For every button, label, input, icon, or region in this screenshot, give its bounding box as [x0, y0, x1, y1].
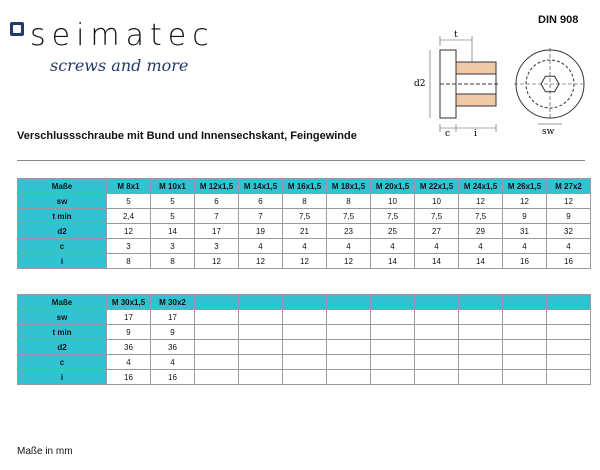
- table-row: [18, 340, 591, 355]
- row-label: c: [18, 355, 107, 370]
- table-cell: 14: [371, 254, 415, 269]
- row-label: sw: [18, 310, 107, 325]
- dim-label-sw: sw: [542, 127, 555, 137]
- column-header: [283, 295, 327, 310]
- column-header: M 27x2: [547, 179, 591, 194]
- table-cell: 5: [151, 194, 195, 209]
- table-cell: [459, 310, 503, 325]
- table-cell: 14: [415, 254, 459, 269]
- table-cell: [503, 325, 547, 340]
- table-cell: 8: [107, 254, 151, 269]
- table-cell: 19: [239, 224, 283, 239]
- table-cell: 9: [547, 209, 591, 224]
- table-cell: 4: [327, 239, 371, 254]
- column-header: [503, 295, 547, 310]
- table-cell: 23: [327, 224, 371, 239]
- table-cell: 3: [151, 239, 195, 254]
- header-label: Maße: [18, 179, 107, 194]
- row-label: t min: [18, 209, 107, 224]
- dim-label-c: c: [445, 129, 451, 138]
- table-cell: 4: [371, 239, 415, 254]
- column-header: M 8x1: [107, 179, 151, 194]
- table-cell: 4: [503, 239, 547, 254]
- table-cell: 17: [195, 224, 239, 239]
- table-cell: [415, 355, 459, 370]
- table-cell: [327, 355, 371, 370]
- column-header: M 24x1,5: [459, 179, 503, 194]
- column-header: M 26x1,5: [503, 179, 547, 194]
- table-row: [18, 239, 591, 254]
- table-cell: 29: [459, 224, 503, 239]
- table-cell: [547, 340, 591, 355]
- table-cell: 4: [151, 355, 195, 370]
- table-cell: 5: [151, 209, 195, 224]
- table-cell: 16: [107, 370, 151, 385]
- row-label: d2: [18, 340, 107, 355]
- table-cell: [195, 355, 239, 370]
- table-cell: [371, 310, 415, 325]
- table-cell: [283, 370, 327, 385]
- table-cell: [503, 340, 547, 355]
- row-label: d2: [18, 224, 107, 239]
- table-cell: 7,5: [459, 209, 503, 224]
- table-header-row: [18, 179, 591, 194]
- table-cell: 7,5: [371, 209, 415, 224]
- table-cell: 25: [371, 224, 415, 239]
- table-row: [18, 224, 591, 239]
- table-cell: [327, 325, 371, 340]
- table-cell: [283, 355, 327, 370]
- column-header: M 30x1,5: [107, 295, 151, 310]
- divider: [17, 160, 585, 161]
- table-cell: 3: [195, 239, 239, 254]
- table-cell: [239, 370, 283, 385]
- table-row: [18, 325, 591, 340]
- table-cell: [283, 325, 327, 340]
- table-cell: 9: [151, 325, 195, 340]
- table-cell: [503, 310, 547, 325]
- table-cell: 2,4: [107, 209, 151, 224]
- row-label: sw: [18, 194, 107, 209]
- column-header: M 16x1,5: [283, 179, 327, 194]
- table-cell: 9: [503, 209, 547, 224]
- table-cell: [195, 370, 239, 385]
- table-cell: [415, 310, 459, 325]
- column-header: [371, 295, 415, 310]
- brand-logo: [10, 14, 215, 75]
- column-header: [547, 295, 591, 310]
- table-cell: 27: [415, 224, 459, 239]
- column-header: M 10x1: [151, 179, 195, 194]
- table-cell: 4: [459, 239, 503, 254]
- table-cell: [503, 370, 547, 385]
- table-cell: 12: [107, 224, 151, 239]
- table-cell: 12: [239, 254, 283, 269]
- table-cell: 3: [107, 239, 151, 254]
- table-cell: 36: [107, 340, 151, 355]
- table-cell: [239, 340, 283, 355]
- units-note: Maße in mm: [17, 446, 73, 457]
- row-label: c: [18, 239, 107, 254]
- table-row: [18, 370, 591, 385]
- column-header: [415, 295, 459, 310]
- table-cell: 16: [151, 370, 195, 385]
- table-row: [18, 209, 591, 224]
- screw-technical-drawing: [410, 28, 600, 138]
- table-row: [18, 310, 591, 325]
- column-header: M 18x1,5: [327, 179, 371, 194]
- table-cell: 16: [547, 254, 591, 269]
- column-header: M 14x1,5: [239, 179, 283, 194]
- table-cell: 6: [239, 194, 283, 209]
- table-cell: 12: [547, 194, 591, 209]
- table-cell: 16: [503, 254, 547, 269]
- table-cell: [547, 355, 591, 370]
- table-cell: 10: [371, 194, 415, 209]
- table-cell: 12: [327, 254, 371, 269]
- table-cell: [459, 340, 503, 355]
- table-cell: [503, 355, 547, 370]
- table-cell: 4: [107, 355, 151, 370]
- table-cell: 12: [283, 254, 327, 269]
- row-label: i: [18, 370, 107, 385]
- table-cell: 21: [283, 224, 327, 239]
- table-cell: [371, 340, 415, 355]
- brand-name: seimatec: [30, 18, 215, 53]
- dimensions-table-2: [17, 294, 591, 385]
- table-cell: [239, 355, 283, 370]
- dim-label-i: i: [474, 129, 477, 138]
- table-cell: [283, 310, 327, 325]
- table-cell: [415, 340, 459, 355]
- dim-label-d2: d2: [414, 79, 426, 89]
- table-cell: 9: [107, 325, 151, 340]
- column-header: M 30x2: [151, 295, 195, 310]
- column-header: [327, 295, 371, 310]
- product-subtitle: Verschlussschraube mit Bund und Innensechskant, Feingewinde: [17, 130, 357, 142]
- column-header: [459, 295, 503, 310]
- table-cell: 32: [547, 224, 591, 239]
- table-cell: 10: [415, 194, 459, 209]
- table-cell: [371, 325, 415, 340]
- table-cell: 8: [151, 254, 195, 269]
- table-cell: 17: [151, 310, 195, 325]
- screw-front-view: [514, 48, 586, 124]
- table-cell: [371, 355, 415, 370]
- table-cell: 4: [283, 239, 327, 254]
- table-cell: 8: [327, 194, 371, 209]
- table-cell: [195, 325, 239, 340]
- standard-label: DIN 908: [538, 14, 579, 26]
- table-cell: [459, 355, 503, 370]
- table-cell: 31: [503, 224, 547, 239]
- table-cell: 8: [283, 194, 327, 209]
- table-cell: [195, 340, 239, 355]
- table-cell: [459, 370, 503, 385]
- table-cell: 4: [239, 239, 283, 254]
- table-cell: 6: [195, 194, 239, 209]
- column-header: [239, 295, 283, 310]
- table-cell: [415, 325, 459, 340]
- table-cell: [195, 310, 239, 325]
- table-cell: 36: [151, 340, 195, 355]
- table-cell: 14: [459, 254, 503, 269]
- table-cell: [547, 325, 591, 340]
- table-cell: 12: [195, 254, 239, 269]
- row-label: i: [18, 254, 107, 269]
- header-label: Maße: [18, 295, 107, 310]
- table-cell: [459, 325, 503, 340]
- screw-side-view: [440, 50, 500, 118]
- table-cell: [371, 370, 415, 385]
- table-cell: [283, 340, 327, 355]
- column-header: M 12x1,5: [195, 179, 239, 194]
- table-cell: [239, 325, 283, 340]
- table-cell: 4: [547, 239, 591, 254]
- table-cell: 14: [151, 224, 195, 239]
- column-header: M 20x1,5: [371, 179, 415, 194]
- table-cell: [327, 370, 371, 385]
- table-cell: 7: [239, 209, 283, 224]
- table-cell: [415, 370, 459, 385]
- table-cell: 17: [107, 310, 151, 325]
- table-cell: 12: [503, 194, 547, 209]
- table-header-row: [18, 295, 591, 310]
- logo-mark-icon: [10, 22, 24, 36]
- table-cell: [239, 310, 283, 325]
- table-cell: 4: [415, 239, 459, 254]
- column-header: M 22x1,5: [415, 179, 459, 194]
- table-row: [18, 194, 591, 209]
- dim-label-t: t: [454, 30, 458, 40]
- brand-slogan: screws and more: [50, 56, 189, 75]
- table-row: [18, 355, 591, 370]
- table-cell: 7,5: [283, 209, 327, 224]
- row-label: t min: [18, 325, 107, 340]
- column-header: [195, 295, 239, 310]
- dimensions-table-1: [17, 178, 591, 269]
- table-cell: [327, 310, 371, 325]
- table-cell: 7,5: [415, 209, 459, 224]
- table-cell: [547, 310, 591, 325]
- table-cell: [327, 340, 371, 355]
- table-cell: 12: [459, 194, 503, 209]
- table-cell: 7,5: [327, 209, 371, 224]
- table-row: [18, 254, 591, 269]
- table-cell: 7: [195, 209, 239, 224]
- table-cell: [547, 370, 591, 385]
- table-cell: 5: [107, 194, 151, 209]
